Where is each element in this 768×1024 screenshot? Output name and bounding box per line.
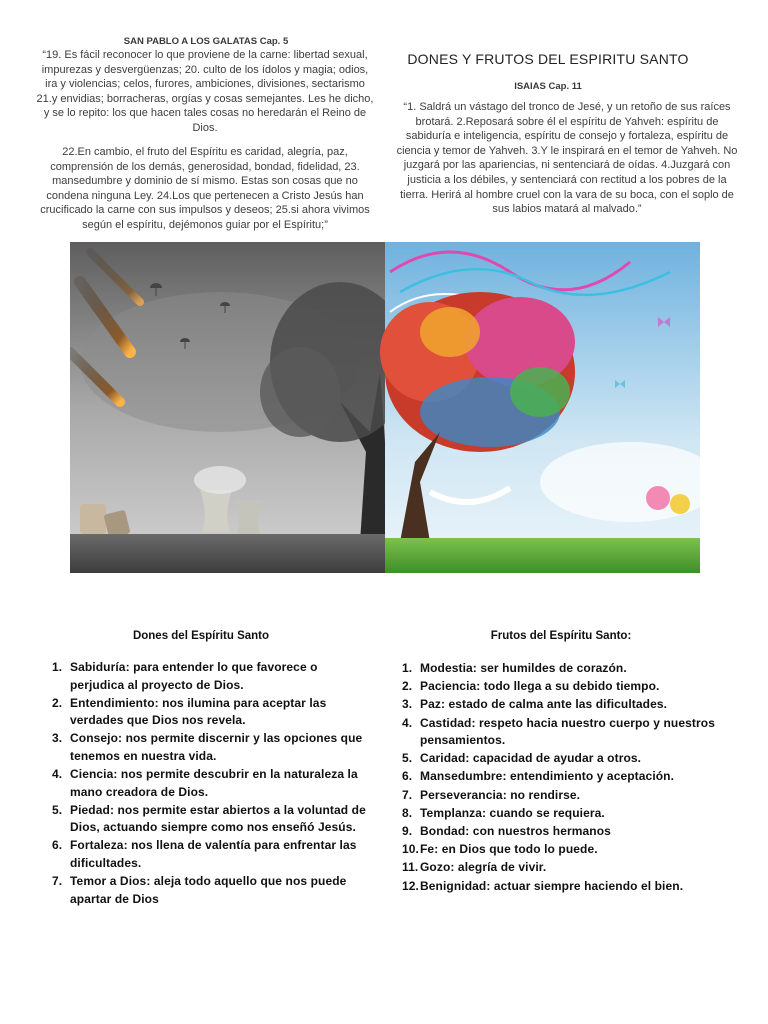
- list-item: 12. Benignidad: actuar siempre haciendo el bien.: [402, 878, 684, 893]
- list-item: 7. Perseverancia: no rendirse.: [402, 787, 581, 802]
- list-item: 3. Consejo: nos permite discernir y las opciones que tenemos en nuestra vida.: [52, 731, 363, 763]
- dark-half: [70, 242, 410, 573]
- bright-half: [380, 242, 700, 573]
- galatas-paragraph-2: 22.En cambio, el fruto del Espíritu es caridad, alegría, paz, comprensión de los demás, generosidad, bondad, fidelidad, 23. mansedumbre y dominio de sí mismo. Estas son cosas que no condena ninguna Ley. 24.Los que pertenecen a Cristo Jesús han crucificado la carne con sus impulsos y deseos; 25.si ahora vivimos según el espíritu, dejémonos guiar por el Espíritu;”: [40, 146, 370, 231]
- frutos-heading: Frutos del Espíritu Santo:: [490, 630, 632, 642]
- list-item: 1. Sabiduría: para entender lo que favorece o perjudica al proyecto de Dios.: [52, 660, 318, 692]
- frutos-list: [402, 660, 742, 896]
- isaias-title: ISAIAS Cap. 11: [514, 81, 582, 92]
- list-item: 4. Castidad: respeto hacia nuestro cuerpo y nuestros pensamientos.: [402, 715, 715, 748]
- list-item: 8. Templanza: cuando se requiera.: [402, 805, 605, 820]
- list-item: 10. Fe: en Dios que todo lo puede.: [402, 842, 598, 857]
- tree-illustration: [70, 242, 700, 573]
- galatas-paragraph-1: “19. Es fácil reconocer lo que proviene de la carne: libertad sexual, impurezas y desvergüenzas; 20. culto de los ídolos y magia; odios, ira y violencias; celos, furores, ambiciones, divisiones, sectarismo 21.y envidias; borracheras, orgías y cosas semejantes. Les he dicho, y se lo repito: los que hacen tales cosas no heredarán el Reino de Dios.: [36, 49, 374, 134]
- galatas-title: SAN PABLO A LOS GALATAS Cap. 5: [123, 36, 289, 47]
- list-item: 2. Paciencia: todo llega a su debido tiempo.: [402, 679, 660, 694]
- page-title: DONES Y FRUTOS DEL ESPIRITU SANTO: [407, 51, 689, 67]
- isaias-paragraph: “1. Saldrá un vástago del tronco de Jesé, y un retoño de sus raíces brotará. 2.Reposará sobre él el espíritu de Yahveh: espíritu de sabiduría e inteligencia, espíritu de consejo y fortaleza, espíritu de ciencia y temor de Yahveh. 3.Y le inspirará en el temor de Yahveh. No juzgará por las apariencias, ni sentenciará de oídas. 4.Juzgará con justicia a los débiles, y sentenciará con rectitud a los pobres de la tierra. Herirá al hombre cruel con la vara de su boca, con el soplo de sus labios matará al malvado.”: [396, 101, 738, 216]
- list-item: 1. Modestia: ser humildes de corazón.: [402, 661, 627, 675]
- list-item: 3. Paz: estado de calma ante las dificultades.: [402, 697, 668, 712]
- list-item: 7. Temor a Dios: aleja todo aquello que nos puede apartar de Dios: [52, 874, 347, 906]
- list-item: 4. Ciencia: nos permite descubrir en la naturaleza la mano creadora de Dios.: [52, 767, 358, 799]
- list-item: 9. Bondad: con nuestros hermanos: [402, 824, 611, 838]
- list-item: 6. Fortaleza: nos llena de valentía para enfrentar las dificultades.: [52, 838, 357, 870]
- list-item: 5. Piedad: nos permite estar abiertos a la voluntad de Dios, actuando siempre como nos enseñó Jesús.: [52, 802, 366, 835]
- dones-list: [52, 659, 374, 909]
- list-item: 2. Entendimiento: nos ilumina para aceptar las verdades que Dios nos revela.: [52, 695, 327, 728]
- dones-heading: Dones del Espíritu Santo: [132, 630, 270, 642]
- list-item: 5. Caridad: capacidad de ayudar a otros.: [402, 751, 642, 766]
- list-item: 11. Gozo: alegría de vivir.: [402, 860, 547, 875]
- list-item: 6. Mansedumbre: entendimiento y aceptación.: [402, 769, 675, 784]
